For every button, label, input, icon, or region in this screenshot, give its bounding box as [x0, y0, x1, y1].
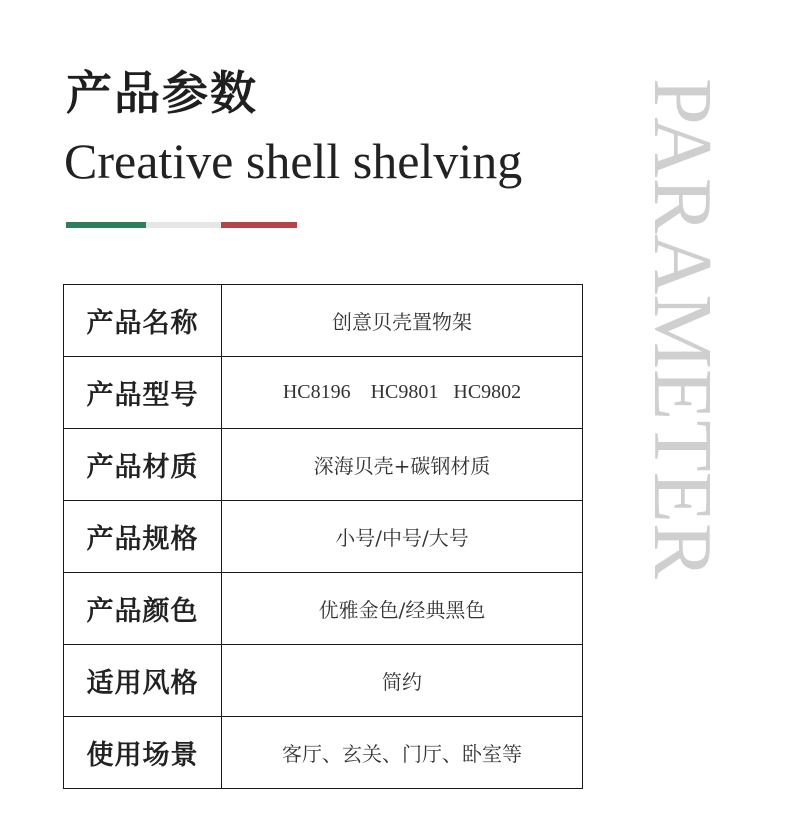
accent-bar-red	[221, 222, 297, 228]
param-value: 创意贝壳置物架	[222, 285, 583, 357]
param-label: 产品名称	[64, 285, 222, 357]
side-watermark-word: PARAMETER	[636, 78, 729, 580]
param-value: 客厅、玄关、门厅、卧室等	[222, 717, 583, 789]
param-value: 优雅金色/经典黑色	[222, 573, 583, 645]
param-value: 简约	[222, 645, 583, 717]
param-label: 产品规格	[64, 501, 222, 573]
page-title: 产品参数	[66, 66, 258, 120]
accent-bar-green	[66, 222, 146, 228]
param-label: 产品材质	[64, 429, 222, 501]
accent-bar-white	[146, 222, 221, 228]
param-label: 产品型号	[64, 357, 222, 429]
table-row	[64, 501, 583, 573]
param-value: 深海贝壳+碳钢材质	[222, 429, 583, 501]
page-subtitle: Creative shell shelving	[64, 133, 523, 189]
table-row	[64, 429, 583, 501]
param-label: 适用风格	[64, 645, 222, 717]
table-row	[64, 717, 583, 789]
param-label: 产品颜色	[64, 573, 222, 645]
param-value: HC8196 HC9801 HC9802	[222, 357, 583, 429]
table-row	[64, 573, 583, 645]
param-label: 使用场景	[64, 717, 222, 789]
accent-color-bar	[66, 222, 297, 228]
table-row	[64, 285, 583, 357]
parameter-table	[63, 284, 583, 789]
table-row	[64, 357, 583, 429]
param-value: 小号/中号/大号	[222, 501, 583, 573]
table-row	[64, 645, 583, 717]
